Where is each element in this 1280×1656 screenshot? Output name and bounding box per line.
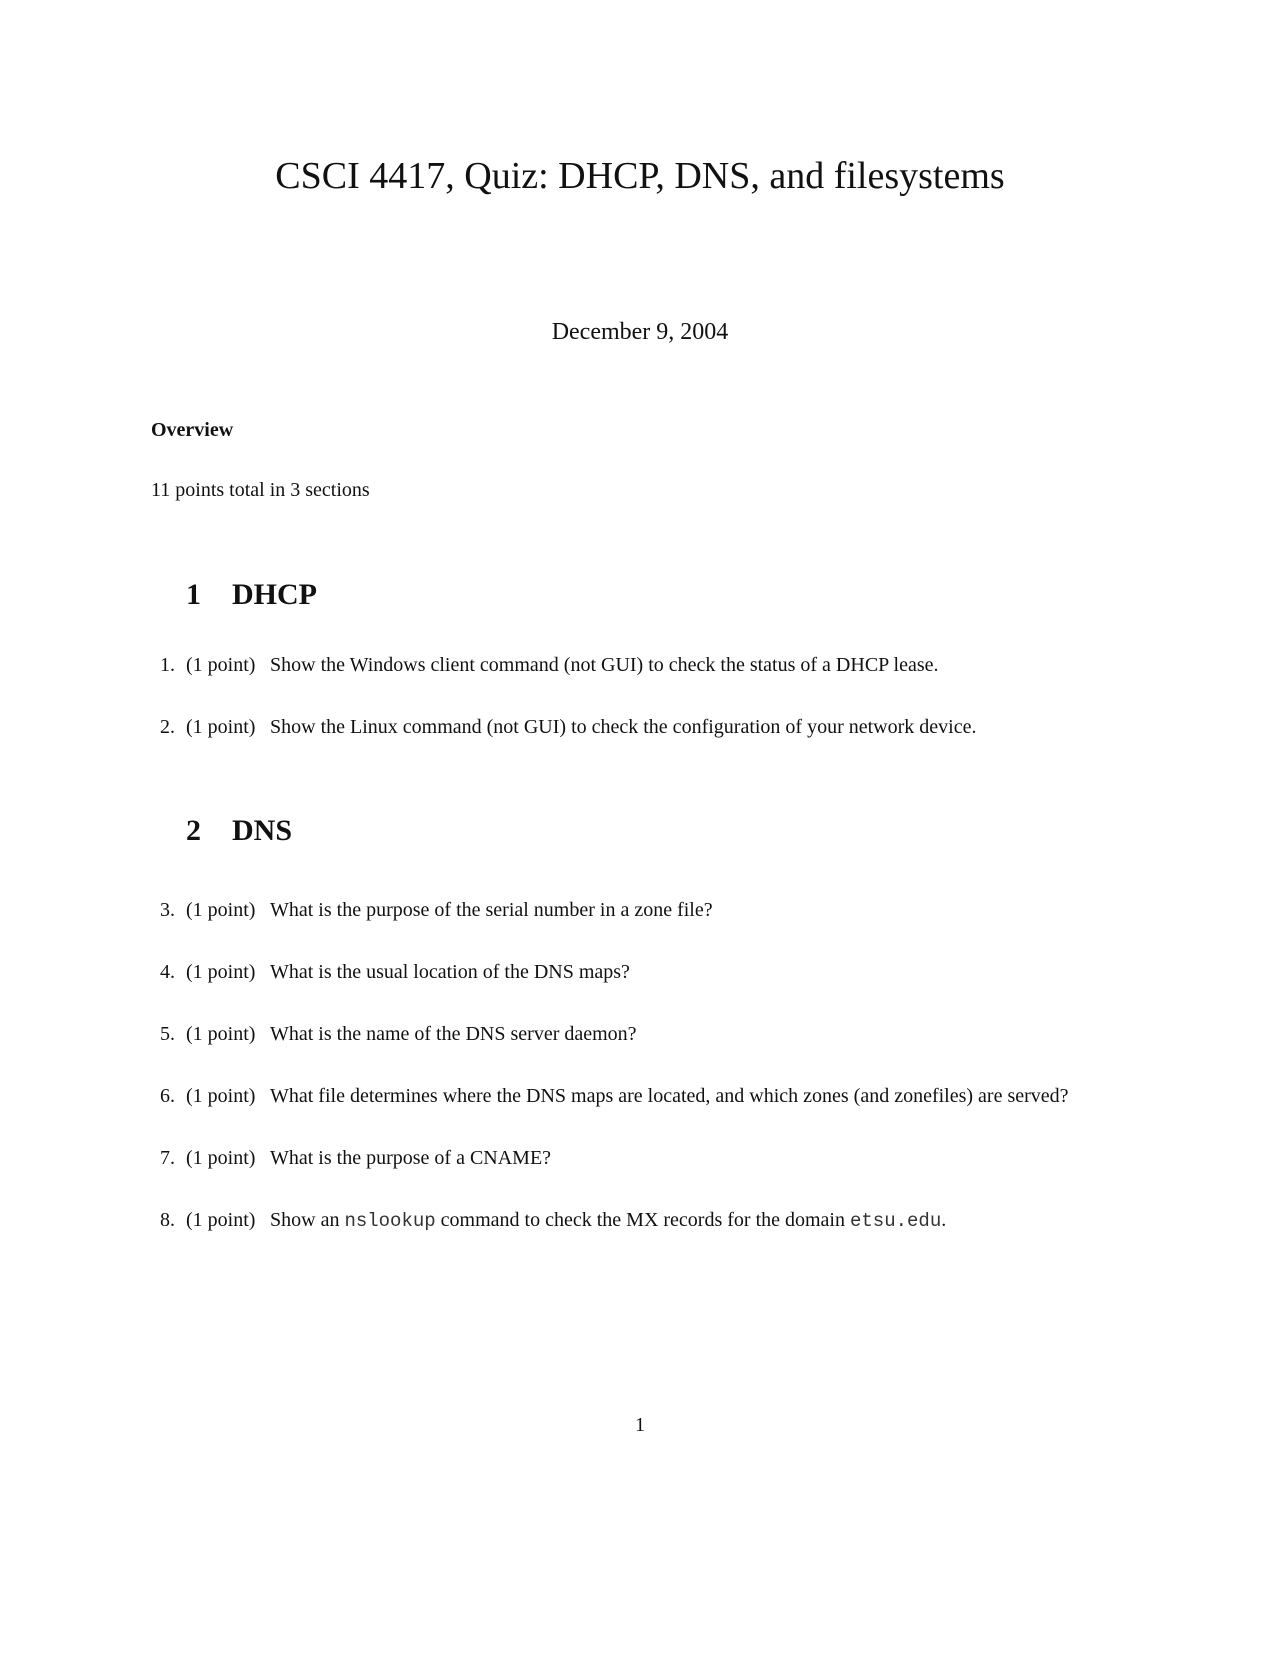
question-number: 1. bbox=[160, 654, 175, 676]
question-text-before: Show an bbox=[270, 1209, 345, 1231]
question-item bbox=[160, 1206, 946, 1235]
question-points: (1 point) bbox=[186, 899, 256, 921]
question-points: (1 point) bbox=[186, 654, 256, 676]
question-item bbox=[160, 896, 713, 924]
section-title: DHCP bbox=[232, 578, 317, 611]
nslookup-code: nslookup bbox=[344, 1210, 436, 1232]
question-number: 8. bbox=[160, 1209, 175, 1231]
question-number: 6. bbox=[160, 1085, 175, 1107]
question-item bbox=[160, 958, 630, 986]
question-item bbox=[160, 651, 939, 679]
question-number: 7. bbox=[160, 1147, 175, 1169]
question-number: 5. bbox=[160, 1023, 175, 1045]
question-text-middle: command to check the MX records for the domain bbox=[435, 1209, 850, 1231]
question-text: Show the Linux command (not GUI) to check the configuration of your network device. bbox=[270, 716, 977, 738]
document-title: CSCI 4417, Quiz: DHCP, DNS, and filesystems bbox=[275, 155, 1005, 197]
overview-heading: Overview bbox=[151, 419, 234, 441]
question-number: 4. bbox=[160, 961, 175, 983]
question-text: What is the purpose of a CNAME? bbox=[270, 1147, 552, 1169]
question-text: What file determines where the DNS maps are located, and which zones (and zonefiles) are served? bbox=[270, 1085, 1069, 1107]
question-points: (1 point) bbox=[186, 1147, 256, 1169]
question-text: Show the Windows client command (not GUI) to check the status of a DHCP lease. bbox=[270, 654, 939, 676]
section-number: 2 bbox=[186, 814, 201, 847]
section-title: DNS bbox=[232, 814, 293, 847]
section-heading-dhcp bbox=[186, 575, 317, 615]
question-text: What is the usual location of the DNS maps? bbox=[270, 961, 630, 983]
question-points: (1 point) bbox=[186, 1209, 256, 1231]
question-points: (1 point) bbox=[186, 961, 256, 983]
question-text: What is the purpose of the serial number in a zone file? bbox=[270, 899, 713, 921]
page-number: 1 bbox=[635, 1414, 645, 1436]
question-points: (1 point) bbox=[186, 1085, 256, 1107]
question-item bbox=[160, 1020, 637, 1048]
question-item bbox=[160, 713, 976, 741]
question-item bbox=[160, 1144, 551, 1172]
question-points: (1 point) bbox=[186, 716, 256, 738]
question-text: What is the name of the DNS server daemon? bbox=[270, 1023, 637, 1045]
question-item bbox=[160, 1082, 1069, 1110]
domain-code: etsu.edu bbox=[850, 1210, 942, 1232]
question-number: 3. bbox=[160, 899, 175, 921]
overview-text: 11 points total in 3 sections bbox=[151, 479, 370, 501]
section-number: 1 bbox=[186, 578, 201, 611]
question-points: (1 point) bbox=[186, 1023, 256, 1045]
question-text-after: . bbox=[941, 1209, 947, 1231]
document-date: December 9, 2004 bbox=[551, 319, 729, 345]
section-heading-dns bbox=[186, 811, 292, 851]
question-number: 2. bbox=[160, 716, 175, 738]
